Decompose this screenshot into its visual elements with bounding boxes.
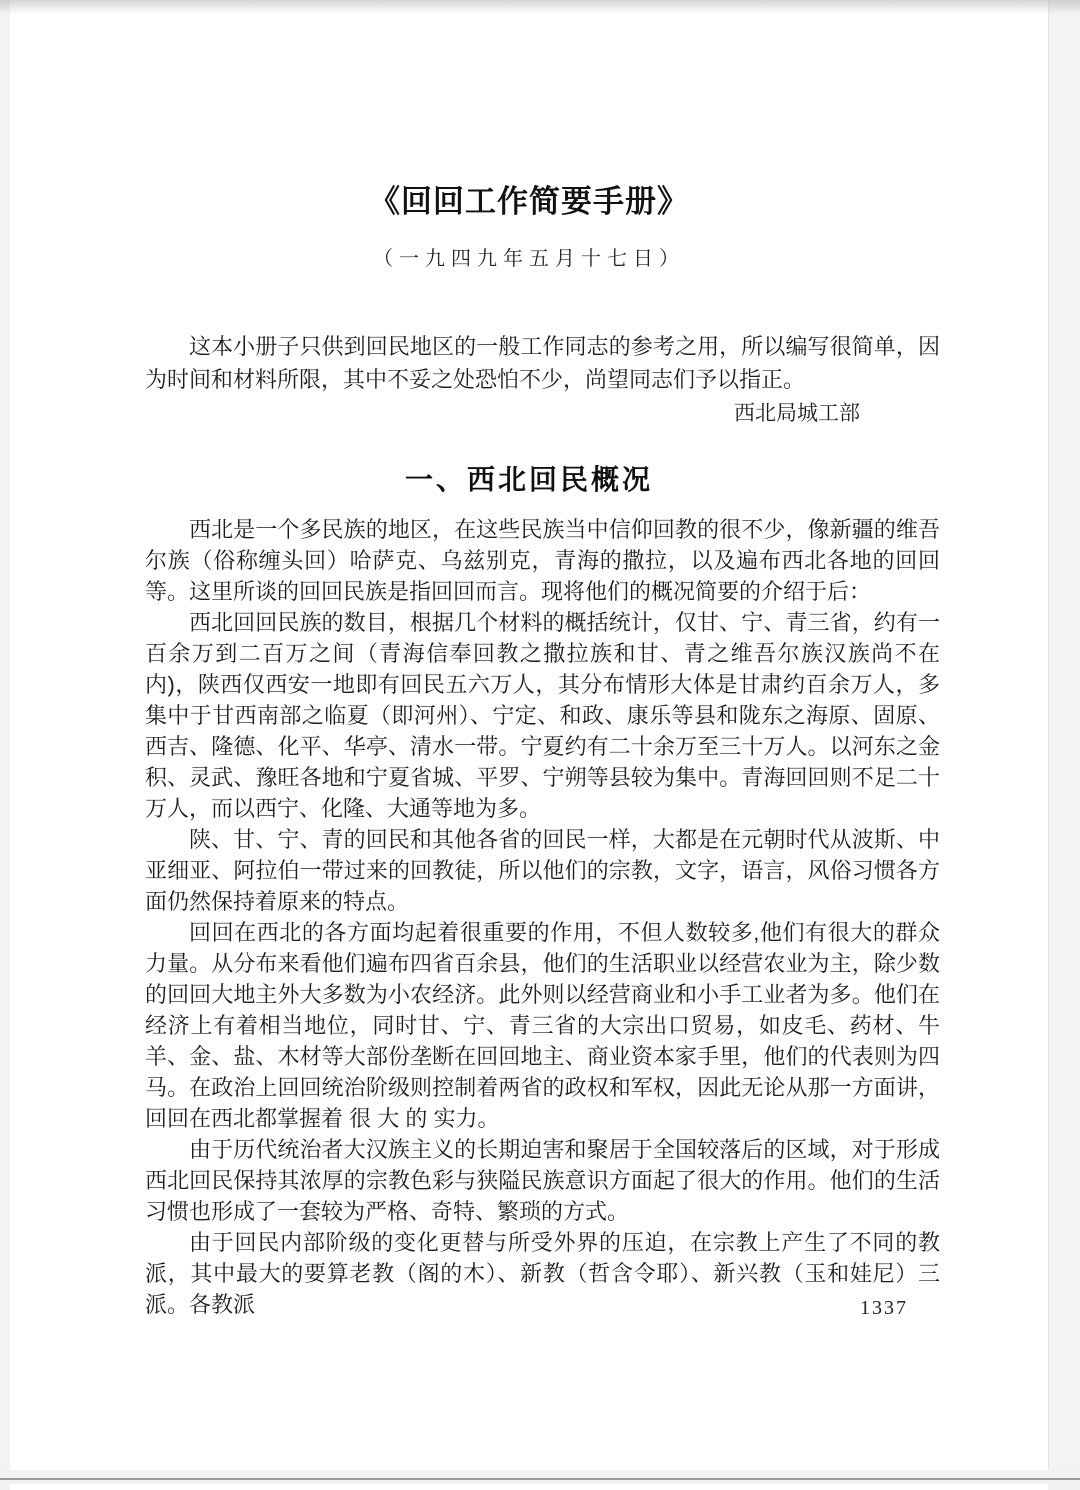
page-sheet [10,0,1049,1470]
signature: 西北局城工部 [734,402,860,425]
body-paragraph: 西北是一个多民族的地区，在这些民族当中信仰回教的很不少，像新疆的维吾尔族（俗称缠头回）哈萨克、乌兹别克，青海的撒拉，以及遍布西北各地的回回等。这里所谈的回回民族是指回回而言。现将他们的概况简要的介绍于后： [145,517,940,604]
section-heading: 一、西北回民概况 [404,464,653,495]
body-paragraph: 由于回民内部阶级的变化更替与所受外界的压迫，在宗教上产生了不同的教派，其中最大的要算老教（阁的木）、新教（哲含令耶）、新兴教（玉和娃尼）三派。各教派 [145,1230,940,1317]
preface-paragraph: 这本小册子只供到回民地区的一般工作同志的参考之用，所以编写很简单，因为时间和材料所限，其中不妥之处恐怕不少，尚望同志们予以指正。 [145,334,940,392]
body-paragraph: 回回在西北的各方面均起着很重要的作用，不但人数较多,他们有很大的群众力量。从分布来看他们遍布四省百余县，他们的生活职业以经营农业为主，除少数的回回大地主外大多数为小农经济。此外则以经营商业和小手工业者为多。他们在经济上有着相当地位，同时甘、宁、青三省的大宗出口贸易，如皮毛、药材、牛羊、金、盐、木材等大部份垄断在回回地主、商业资本家手里，他们的代表则为四马。在政治上回回统治阶级则控制着两省的政权和军权，因此无论从那一方面讲，回回在西北都掌握着 很 大 的 实力。 [145,920,940,1131]
body-paragraph: 西北回回民族的数目，根据几个材料的概括统计，仅甘、宁、青三省，约有一百余万到二百万之间（青海信奉回教之撒拉族和甘、青之维吾尔族汉族尚不在内)，陕西仅西安一地即有回民五六万人，其分布情形大体是甘肃约百余万人，多集中于甘西南部之临夏（即河州）、宁定、和政、康乐等县和陇东之海原、固原、西吉、隆德、化平、华亭、清水一带。宁夏约有二十余万至三十万人。以河东之金积、灵武、豫旺各地和宁夏省城、平罗、宁朔等县较为集中。青海回回则不足二十万人，而以西宁、化隆、大通等地为多。 [145,610,940,821]
document-title: 《回回工作简要手册》 [369,184,689,219]
body-paragraph: 由于历代统治者大汉族主义的长期迫害和聚居于全国较落后的区域，对于形成西北回民保持其浓厚的宗教色彩与狭隘民族意识方面起了很大的作用。他们的生活习惯也形成了一套较为严格、奇特、繁琐的方式。 [145,1137,940,1224]
document-date: （一九四九年五月十七日） [373,248,685,270]
page-separator-line [0,1478,1080,1480]
next-page-sheet [10,1484,1048,1490]
body-text-block [145,514,940,1320]
page-number: 1337 [860,1297,908,1319]
body-paragraph: 陕、甘、宁、青的回民和其他各省的回民一样，大都是在元朝时代从波斯、中亚细亚、阿拉伯一带过来的回教徒，所以他们的宗教，文字，语言，风俗习惯各方面仍然保持着原来的特点。 [145,827,940,914]
